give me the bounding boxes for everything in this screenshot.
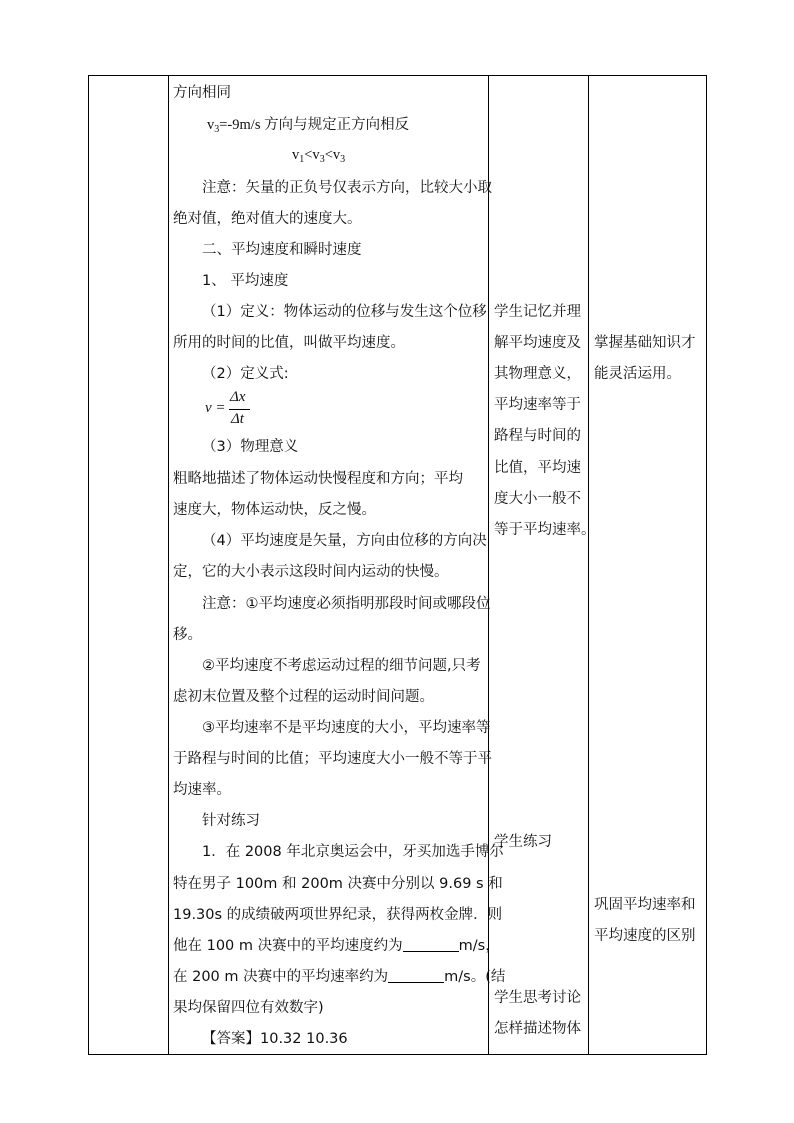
student-activity-line: 比值，平均速 [494,460,581,476]
text-line: 果均保留四位有效数字) [173,1000,324,1016]
fraction-bar [229,409,250,410]
purpose-line: 巩固平均速率和 [594,897,696,913]
subsection-heading: 1、 平均速度 [202,273,289,289]
student-activity-line: 等于平均速率。 [494,522,596,538]
student-activity-line: 解平均速度及 [494,335,581,351]
student-activity-line: 其物理意义， [494,366,581,382]
text-line: 1．在 2008 年北京奥运会中，牙买加选手博尔 [202,844,504,860]
student-activity-line: 路程与时间的 [494,428,581,444]
text-line: 于路程与时间的比值；平均速度大小一般不等于平 [173,751,492,767]
student-activity-line: 学生思考讨论 [494,990,581,1006]
text-line: 虑初末位置及整个过程的运动时间问题。 [173,689,434,705]
velocity-v3-line: $v_3=-9m/s$ 方向与规定正方向相反 [207,117,410,135]
text-line: 所用的时间的比值，叫做平均速度。 [173,335,405,351]
text-line: （3）物理意义 [202,439,299,455]
formula-numerator: Δx [230,389,246,405]
purpose-line: 能灵活运用。 [594,366,681,382]
student-activity-line: 怎样描述物体 [494,1021,581,1037]
student-activity-line: 学生练习 [494,834,552,850]
student-activity-line: 平均速率等于 [494,397,581,413]
answer-line: 【答案】10.32 10.36 [202,1031,348,1047]
column-divider [588,76,589,1054]
text-line: 绝对值，绝对值大的速度大。 [173,211,362,227]
text-line: 注意：①平均速度必须指明那段时间或哪段位 [202,596,491,612]
answer-blank [388,968,444,983]
answer-blank [403,937,459,952]
text-line: 均速率。 [173,782,231,798]
text-line: （4）平均速度是矢量，方向由位移的方向决 [202,533,487,549]
text-line: 注意：矢量的正负号仅表示方向，比较大小取 [202,180,492,196]
text-line: 速度大，物体运动快，反之慢。 [173,502,376,518]
text-line: ②平均速度不考虑运动过程的细节问题,只考 [202,658,481,674]
column-divider [168,76,169,1054]
text-line: 移。 [173,627,202,643]
purpose-line: 掌握基础知识才 [594,335,696,351]
formula-lhs: v = [205,400,226,416]
text-line: ③平均速率不是平均速度的大小，平均速率等 [202,720,491,736]
text-line: 19.30s 的成绩破两项世界纪录，获得两枚金牌．则 [173,907,503,923]
question-line-100m: 他在 100 m 决赛中的平均速度约为 m/s， [173,938,500,954]
student-activity-line: 度大小一般不 [494,491,581,507]
student-activity-line: 学生记忆并理 [494,304,581,320]
purpose-line: 平均速度的区别 [594,928,696,944]
text-line: （1）定义：物体运动的位移与发生这个位移 [202,304,487,320]
formula-denominator: Δt [231,411,244,427]
text-line: （2）定义式: [202,366,289,382]
text-line: 方向相同 [173,85,231,101]
text-line: 定，它的大小表示这段时间内运动的快慢。 [173,564,449,580]
text-line: 特在男子 100m 和 200m 决赛中分别以 9.69 s 和 [173,876,503,892]
text-line: 粗略地描述了物体运动快慢程度和方向；平均 [173,471,463,487]
exercise-heading: 针对练习 [202,813,260,829]
section-heading: 二、平均速度和瞬时速度 [202,242,362,258]
velocity-inequality: $v_1<v_3<v_3$ [292,147,346,165]
question-line-200m: 在 200 m 决赛中的平均速率约为 m/s。(结 [173,969,506,985]
